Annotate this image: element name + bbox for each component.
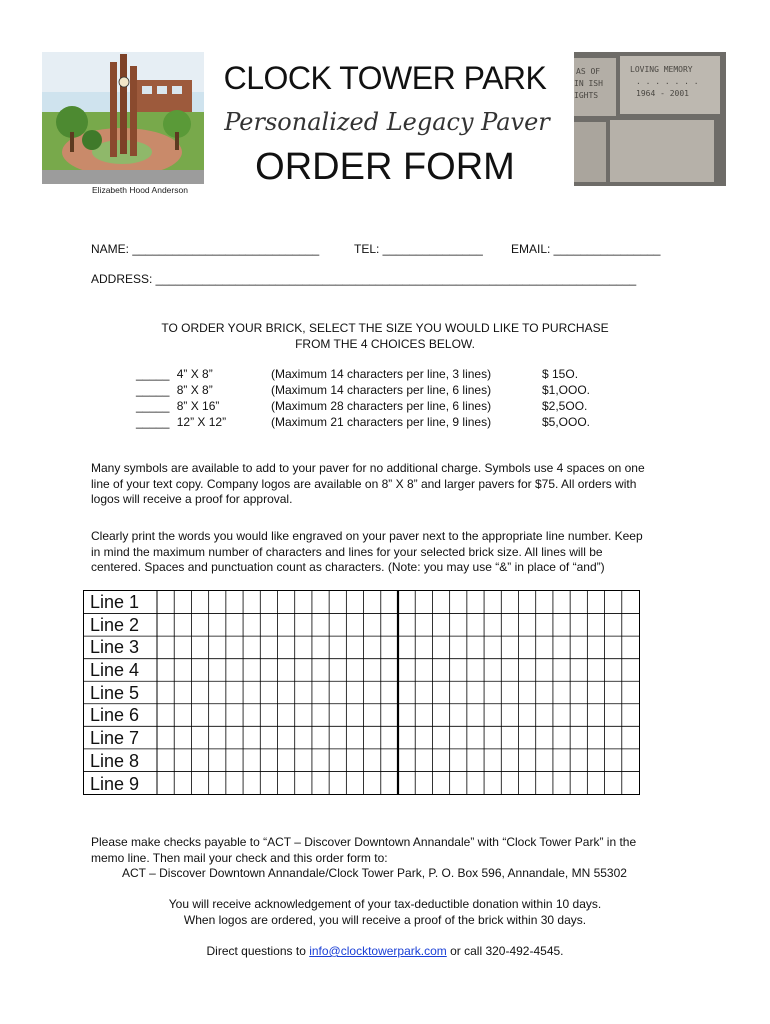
size-checkbox-blank[interactable]: _____ 8” X 16” xyxy=(136,399,220,413)
symbols-paragraph xyxy=(91,461,691,508)
grid-line-labels xyxy=(84,591,157,795)
mailing-address: ACT – Discover Downtown Annandale/Clock Tower Park, P. O. Box 596, Annandale, MN 55302 xyxy=(122,866,627,880)
paragraph-line: line of your text copy. Company logos are available on 8” X 8” and larger pavers for $75. All orders with xyxy=(91,476,637,491)
questions-suffix: or call 320-492-4545. xyxy=(446,944,564,958)
tel-field[interactable]: TEL: _______________ xyxy=(354,242,483,256)
subtitle-legacy-paver: Personalized Legacy Paver xyxy=(224,108,550,136)
size-checkbox-blank[interactable]: _____ 8” X 8” xyxy=(136,383,213,397)
grid-line-label: Line 1 xyxy=(90,592,140,612)
engraved-paver-photo xyxy=(574,52,726,186)
print-instructions-paragraph xyxy=(91,529,691,576)
size-checkbox-blank[interactable]: _____ 12” X 12” xyxy=(136,415,227,429)
size-options xyxy=(136,366,606,430)
paragraph-line: Clearly print the words you would like engraved on your paver next to the appropriate line number. Keep xyxy=(91,529,643,543)
order-instruction-line1: TO ORDER YOUR BRICK, SELECT THE SIZE YOU WOULD LIKE TO PURCHASE xyxy=(161,321,609,335)
size-description: (Maximum 21 characters per line, 9 lines) xyxy=(271,415,492,429)
svg-text:IGHTS: IGHTS xyxy=(574,91,599,100)
svg-text:AS OF: AS OF xyxy=(576,67,601,76)
grid-line-label: Line 3 xyxy=(90,637,140,658)
svg-text:. . . . . . .: . . . . . . . xyxy=(636,77,699,86)
size-price: $1,OOO. xyxy=(542,383,591,397)
size-option-12x12[interactable] xyxy=(136,414,606,430)
size-price: $ 15O. xyxy=(542,367,579,381)
svg-text:LOVING MEMORY: LOVING MEMORY xyxy=(630,65,693,74)
payment-line2: memo line. Then mail your check and this order form to: xyxy=(91,851,388,865)
size-description: (Maximum 14 characters per line, 3 lines) xyxy=(271,367,492,381)
grid-line-label: Line 9 xyxy=(90,773,140,794)
engraving-grid-lines[interactable] xyxy=(84,591,641,796)
paragraph-line: Many symbols are available to add to your paver for no additional charge. Symbols use 4 spaces on one xyxy=(91,461,645,475)
payment-line1: Please make checks payable to “ACT – Discover Downtown Annandale” with “Clock Tower Park” in the xyxy=(91,835,637,849)
size-checkbox-blank[interactable]: _____ 4” X 8” xyxy=(136,367,213,381)
grid-line-label: Line 8 xyxy=(90,750,140,771)
email-field[interactable]: EMAIL: ________________ xyxy=(511,242,661,256)
title-order-form: ORDER FORM xyxy=(255,146,515,188)
questions-line xyxy=(0,943,770,959)
grid-line-label: Line 2 xyxy=(90,614,140,635)
size-description: (Maximum 14 characters per line, 6 lines) xyxy=(271,383,492,397)
address-field[interactable]: ADDRESS: ________________________________________________________________________ xyxy=(91,272,637,286)
title-clock-tower-park: CLOCK TOWER PARK xyxy=(223,60,547,96)
order-instruction-line2: FROM THE 4 CHOICES BELOW. xyxy=(295,337,475,351)
size-option-8x8[interactable] xyxy=(136,382,606,398)
size-description: (Maximum 28 characters per line, 6 lines) xyxy=(271,399,492,413)
painting-credit: Elizabeth Hood Anderson xyxy=(92,185,188,195)
acknowledgement-line1: You will receive acknowledgement of your tax-deductible donation within 10 days. xyxy=(168,897,602,911)
paragraph-line: in mind the maximum number of characters and lines for your selected brick size. All lines will be xyxy=(91,544,603,559)
questions-prefix: Direct questions to xyxy=(206,944,310,958)
svg-text:IN ISH: IN ISH xyxy=(574,79,603,88)
paragraph-line: centered. Spaces and punctuation count as characters. (Note: you may use “&” in place of “and”) xyxy=(91,560,605,574)
size-price: $5,OOO. xyxy=(542,415,591,429)
acknowledgement-line2: When logos are ordered, you will receive a proof of the brick within 30 days. xyxy=(183,913,587,927)
contact-email-link[interactable]: info@clocktowerpark.com xyxy=(309,944,447,958)
grid-line-label: Line 7 xyxy=(90,728,140,749)
grid-line-label: Line 6 xyxy=(90,705,140,726)
size-option-8x16[interactable] xyxy=(136,398,606,414)
size-option-4x8[interactable] xyxy=(136,366,606,382)
name-field[interactable]: NAME: ____________________________ xyxy=(91,242,320,256)
paragraph-line: logos will receive a proof for approval. xyxy=(91,492,293,506)
size-price: $2,5OO. xyxy=(542,399,588,413)
svg-text:1964 - 2001: 1964 - 2001 xyxy=(636,89,689,98)
grid-line-label: Line 5 xyxy=(90,682,140,703)
grid-line-label: Line 4 xyxy=(90,660,140,681)
engraving-grid xyxy=(83,590,640,795)
